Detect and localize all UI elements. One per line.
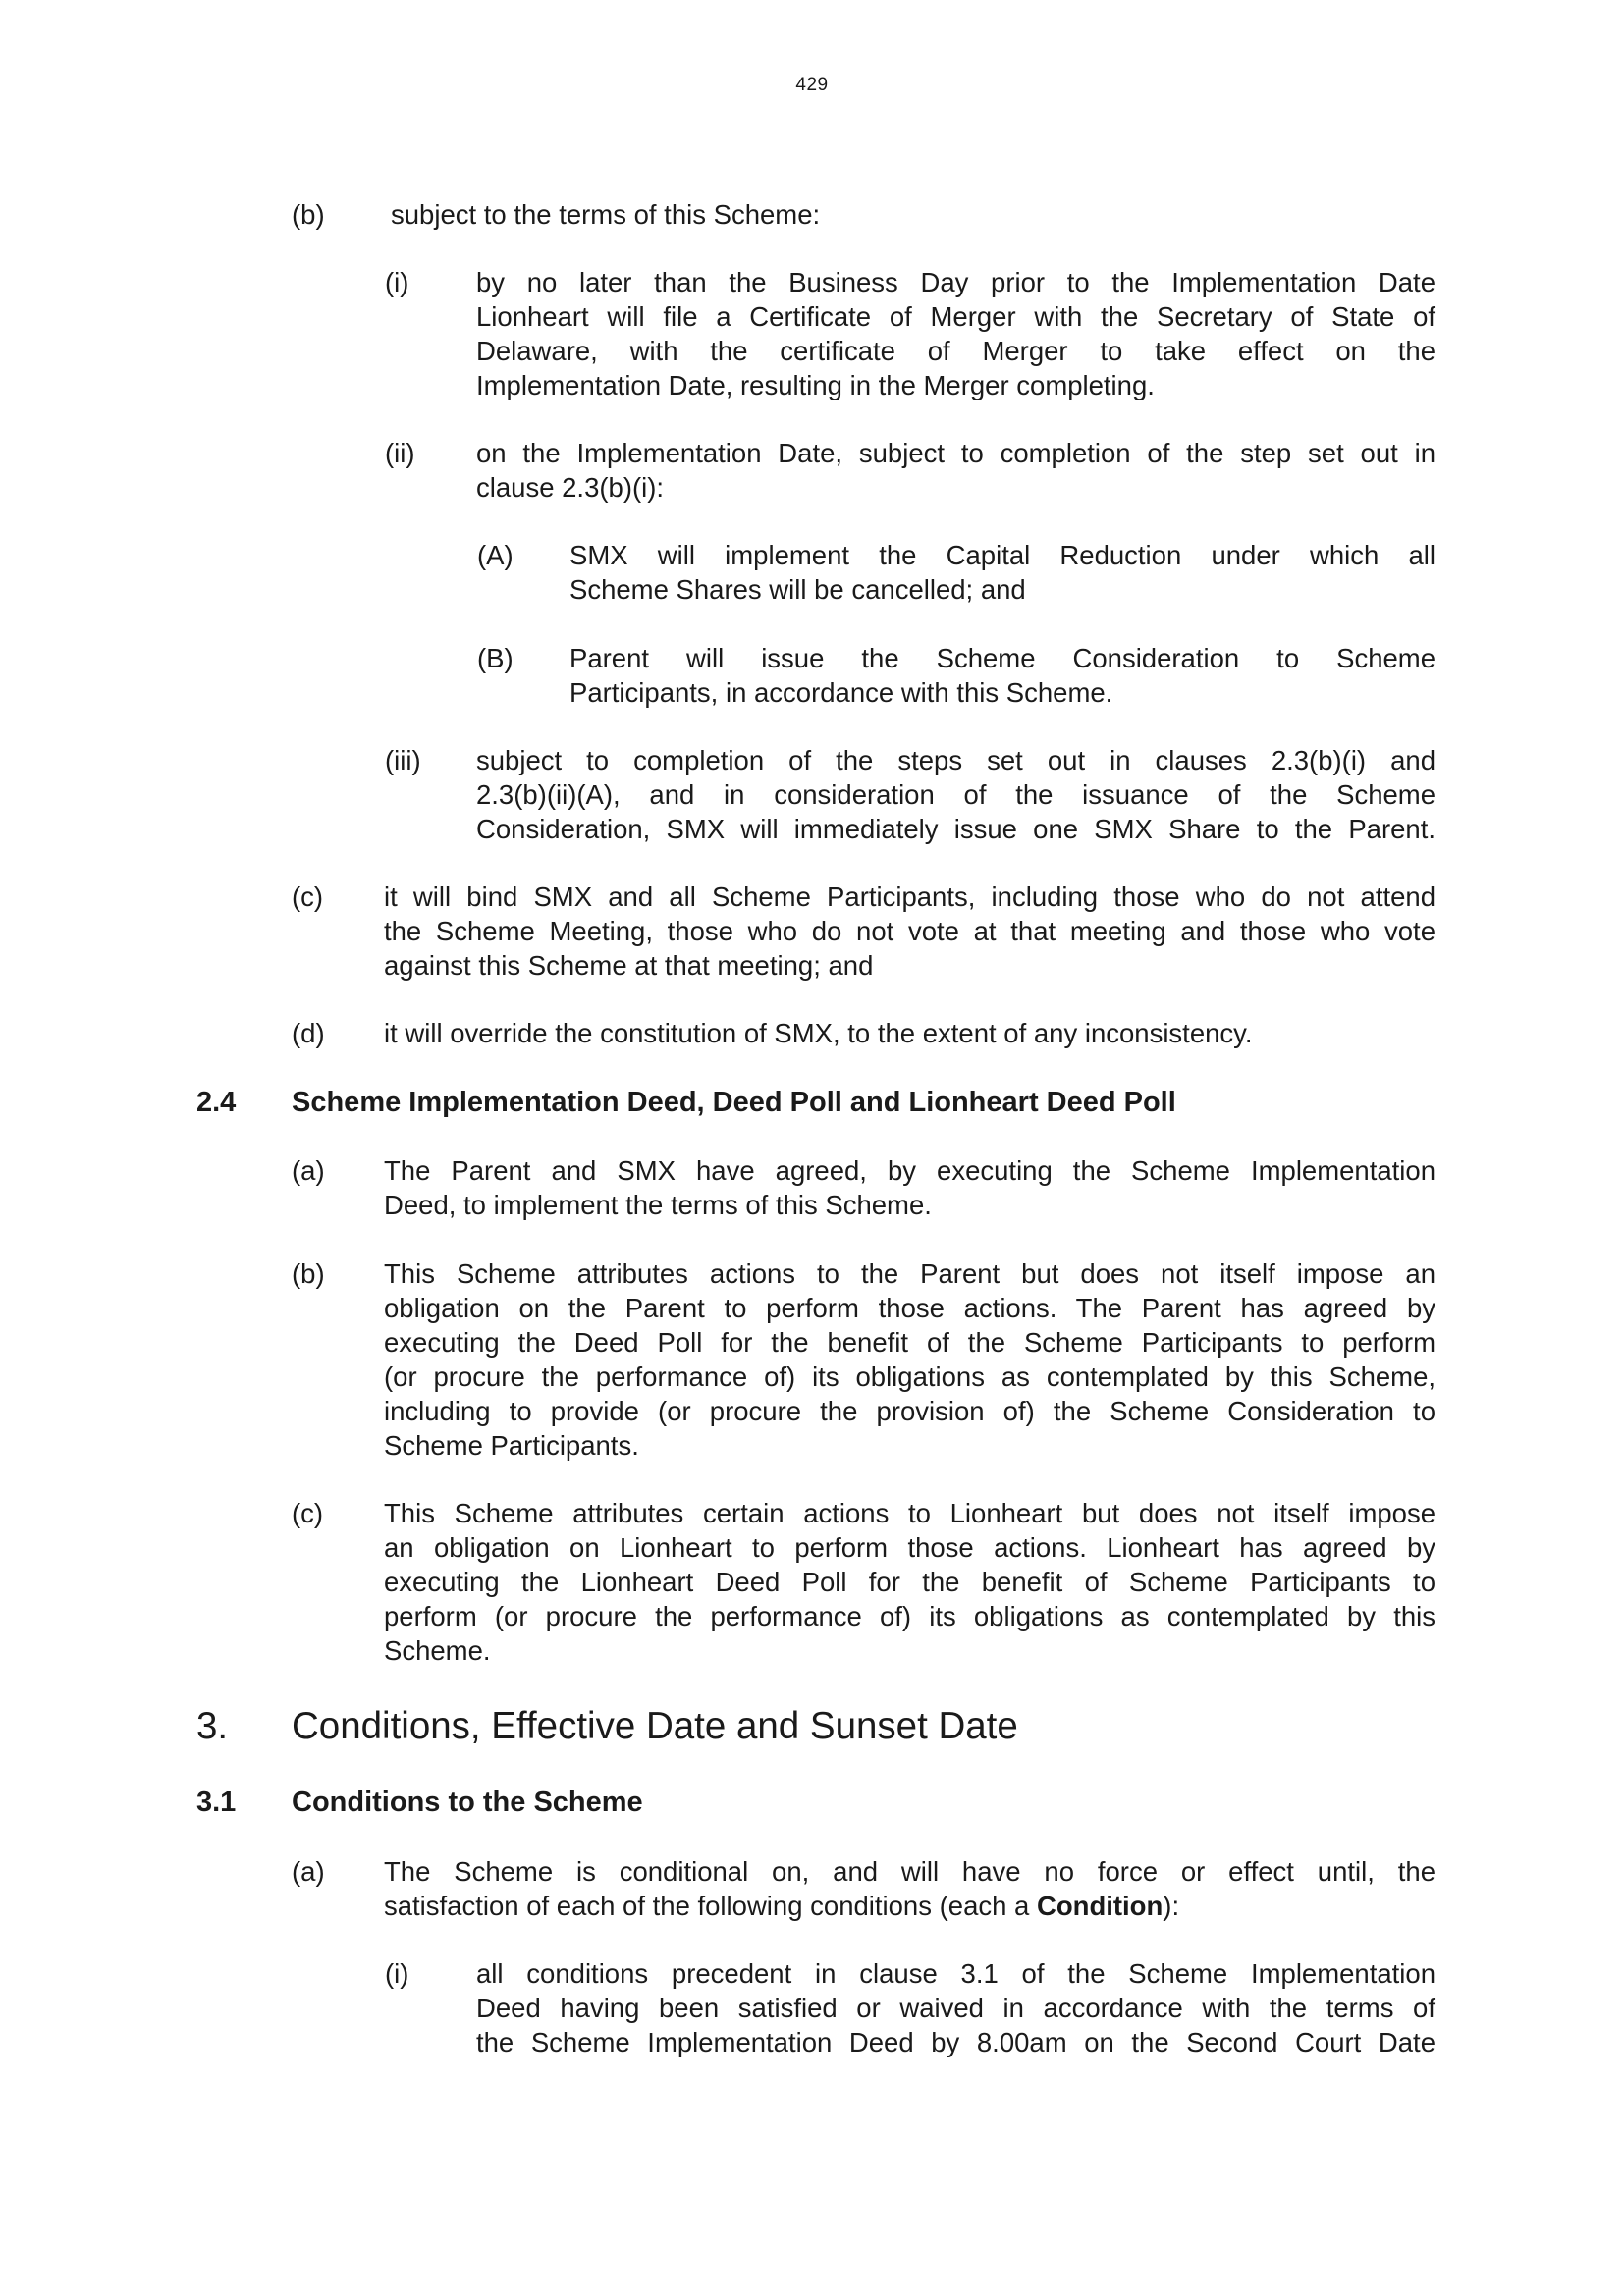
clause-label: (iii) (385, 745, 421, 775)
clause-line: Participants, in accordance with this Scheme. (569, 677, 1113, 708)
clause-text (569, 641, 1435, 710)
clause-line: Delaware, with the certificate of Merger to take effect on the (476, 336, 1435, 366)
clause-label: (c) (292, 881, 324, 912)
clause-line: (or procure the performance of) its obligations as contemplated by this Scheme, (384, 1362, 1435, 1392)
clause-line: SMX will implement the Capital Reduction under which all (569, 540, 1435, 570)
section-title: Scheme Implementation Deed, Deed Poll and Lionheart Deed Poll (292, 1087, 1176, 1118)
clause-line: Parent will issue the Scheme Consideration to Scheme (569, 643, 1435, 673)
page-number: 429 (795, 75, 829, 95)
clause-line: executing the Deed Poll for the benefit of the Scheme Participants to perform (384, 1327, 1435, 1358)
clause-line: it will bind SMX and all Scheme Participants, including those who do not attend (384, 881, 1435, 912)
section-number: 3. (196, 1705, 229, 1747)
clause-text (384, 880, 1435, 983)
clause-line: perform (or procure the performance of) its obligations as contemplated by this (384, 1601, 1435, 1631)
clause-line (384, 1889, 1435, 1923)
clause-line: Implementation Date, resulting in the Merger completing. (476, 370, 1155, 400)
clause-line: an obligation on Lionheart to perform those actions. Lionheart has agreed by (384, 1532, 1435, 1563)
clause-line: Scheme Participants. (384, 1430, 639, 1461)
clause-line: Lionheart will file a Certificate of Merger with the Secretary of State of (476, 301, 1435, 332)
clause-line: 2.3(b)(ii)(A), and in consideration of the issuance of the Scheme (476, 779, 1435, 810)
clause-line: Consideration, SMX will immediately issue one SMX Share to the Parent. (476, 814, 1435, 844)
section-title: Conditions, Effective Date and Sunset Date (292, 1705, 1018, 1747)
clause-line: clause 2.3(b)(i): (476, 472, 665, 503)
clause-line: executing the Lionheart Deed Poll for the benefit of Scheme Participants to (384, 1567, 1435, 1597)
clause-text (476, 1956, 1435, 2059)
clause-label: (a) (292, 1856, 325, 1887)
clause-text (384, 1016, 1435, 1050)
clause-text (476, 265, 1435, 402)
clause-line: it will override the constitution of SMX, to the extent of any inconsistency. (384, 1018, 1253, 1048)
clause-line: subject to the terms of this Scheme: (391, 199, 821, 230)
clause-line: against this Scheme at that meeting; and (384, 950, 874, 981)
clause-line: This Scheme attributes certain actions to Lionheart but does not itself impose (384, 1498, 1435, 1528)
clause-label: (A) (477, 540, 514, 570)
section-number: 2.4 (196, 1087, 237, 1118)
clause-line: The Scheme is conditional on, and will have no force or effect until, the (384, 1856, 1435, 1887)
clause-line: Deed having been satisfied or waived in accordance with the terms of (476, 1993, 1435, 2023)
clause-line: obligation on the Parent to perform those actions. The Parent has agreed by (384, 1293, 1435, 1323)
clause-line: the Scheme Meeting, those who do not vote at that meeting and those who vote (384, 916, 1435, 946)
clause-text (569, 538, 1435, 607)
clause-label: (i) (385, 1958, 409, 1989)
clause-text-fragment: satisfaction of each of the following conditions (each a (384, 1891, 1037, 1921)
clause-line: Scheme. (384, 1635, 491, 1666)
clause-line: on the Implementation Date, subject to completion of the step set out in (476, 438, 1435, 468)
clause-text (384, 1256, 1435, 1463)
clause-line: This Scheme attributes actions to the Parent but does not itself impose an (384, 1258, 1435, 1289)
clause-text (384, 1854, 1435, 1923)
clause-line: Scheme Shares will be cancelled; and (569, 574, 1026, 605)
clause-label: (b) (292, 1258, 325, 1289)
clause-label: (i) (385, 267, 409, 297)
clause-label: (b) (292, 199, 325, 230)
clause-text (391, 197, 980, 232)
clause-label: (a) (292, 1155, 325, 1186)
clause-line: the Scheme Implementation Deed by 8.00am on the Second Court Date (476, 2027, 1435, 2057)
clause-text (476, 743, 1435, 846)
clause-label: (ii) (385, 438, 415, 468)
clause-line: Deed, to implement the terms of this Scheme. (384, 1190, 932, 1220)
clause-line: all conditions precedent in clause 3.1 of the Scheme Implementation (476, 1958, 1435, 1989)
clause-label: (c) (292, 1498, 324, 1528)
clause-line: subject to completion of the steps set out in clauses 2.3(b)(i) and (476, 745, 1435, 775)
clause-text (384, 1496, 1435, 1668)
clause-label: (B) (477, 643, 514, 673)
clause-text-fragment: ): (1163, 1891, 1180, 1921)
clause-text (476, 436, 1435, 505)
section-number: 3.1 (196, 1787, 237, 1818)
clause-line: by no later than the Business Day prior to the Implementation Date (476, 267, 1435, 297)
clause-label: (d) (292, 1018, 325, 1048)
section-title: Conditions to the Scheme (292, 1787, 643, 1818)
defined-term: Condition (1036, 1891, 1164, 1921)
clause-line: The Parent and SMX have agreed, by executing the Scheme Implementation (384, 1155, 1435, 1186)
clause-text (384, 1153, 1435, 1222)
clause-line: including to provide (or procure the provision of) the Scheme Consideration to (384, 1396, 1435, 1426)
